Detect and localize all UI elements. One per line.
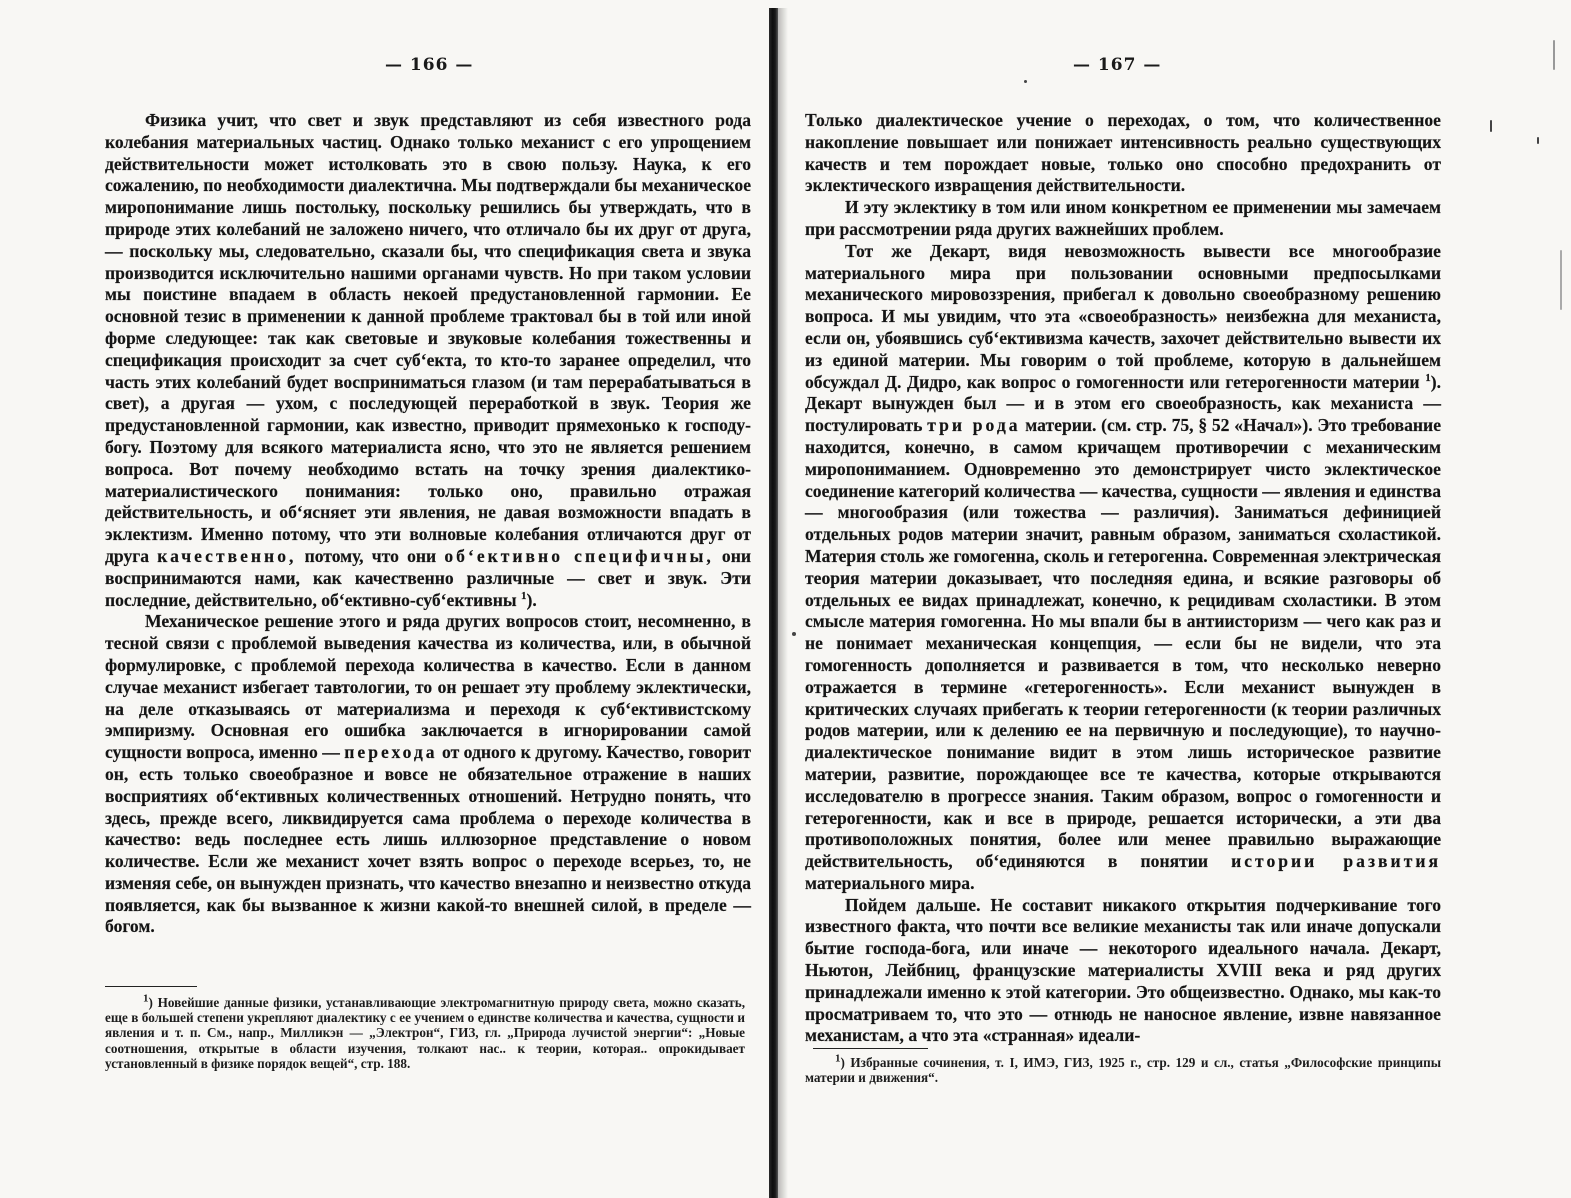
page-number: — 166 — [385,55,474,75]
paragraph-text: от одного к другому. Качество, говорит он, есть только своеобразное и вовсе не обязательное отражение в наших восприятиях об‘ективных количественных отношений. Нетрудно понять, что здесь, прежде всего, ликвидируется сама проблема о переходе количества в качество: ведь последнее есть лишь иллюзорное представление о новом количестве. Если же механист хочет взять вопрос о переходе всерьез, то, не изменяя себе, он вынужден признать, что качество внезапно и неизвестно откуда появляется, как бы вызванное к жизни какой-то внешней силой, в пределе — богом. [105,742,752,937]
paragraph-text: И эту эклектику в том или ином конкретном ее применении мы замечаем при рассмотрении ряда других важнейших проблем. [805,197,1441,239]
emphasis-spaced: об‘ективно специфичны, [444,545,714,566]
footnote [805,1052,1441,1086]
emphasis-spaced: перехода [344,742,438,763]
paragraph [105,611,751,938]
scan-speck [1560,250,1562,310]
paragraph-text: ). Декарт вынужден был — и в этом его своеобразность, как механиста — постулировать [805,371,1441,436]
paragraph-text: Тот же Декарт, видя невозможность вывести все многообразие материального мира при пользовании основными предпосылками механического мировоззрения, прибегал к довольно своеобразному решению вопроса. И мы увидим, что эта «своеобразность» неизбежна для механиста, если он, убоявшись суб‘ективизма качеств, захочет действительно вывести их из единой материи. Мы говорим о той проблеме, которую в дальнейшем обсуждал Д. Дидро, как вопрос о гомогенности или гетерогенности материи [805,240,1441,392]
scan-speck [1537,137,1539,144]
gutter-shadow [778,8,788,1198]
paragraph-text: материи. (см. стр. 75, § 52 «Начал»). Это требование находится, конечно, в самом кричащем противоречии с механическим миропониманием. Одновременно это демонстрирует чисто эклектическое соединение категорий количества — качества, сущности — явления и единства — многообразия (или тожества — различия). Заниматься дефиницией отдельных родов материи значит, равным образом, заниматься схоластикой. Материя столь же гомогенна, сколь и гетерогенна. Современная электрическая теория материи доказывает, что последняя едина, и всякие разговоры об отдельных ее видах принадлежат, конечно, к рецидивам схоластики. В этом смысле материя гомогенна. Но мы впали бы в антиисторизм — чего как раз и не понимает механическая концепция, — если бы не видели, что эта гомогенность дополняется и развивается в том, что несколько неверно отражается в термине «гетерогенность». Если механист вынужден в критических случаях прибегать к теории гетерогенности (к теории различных родов материи, или к делению ее на первичную и последующие), то научно-диалектическое понимание видит в этом лишь историческое развитие материи, развитие, порождающее все те качества, которые открываются исследователю в прогрессе знания. Таким образом, вопрос о гомогенности и гетерогенности, как и все в природе, решается исторически, а эти два противоположных понятия, более или менее правильно выражающие действительность, об‘единяются в понятии [805,415,1442,872]
footnote-rule [813,1048,928,1049]
left-page [0,0,768,1198]
emphasis-spaced: качественно, [157,545,297,566]
footnote-mark: 1 [143,992,149,1005]
paragraph [805,241,1441,895]
scan-speck [1490,120,1492,132]
book-gutter [769,8,778,1198]
page-number: — 167 — [1073,55,1162,75]
emphasis-spaced: истории развития [1231,851,1441,872]
footnote-rule [105,986,197,987]
paragraph-text: Механическое решение этого и ряда других вопросов стоит, несомненно, в тесной связи с проблемой выведения качества из количества, или, в обычной формулировке, с проблемой перехода количества в качество. Если в данном случае механист избегает тавтологии, то он решает эту проблему эклектически, на деле отказываясь от материализма и переходя к суб‘ективистскому эмпиризму. Основная его ошибка заключается в игнорировании самой сущности вопроса, именно — [105,611,751,763]
footnote-text: ) Избранные сочинения, т. I, ИМЭ, ГИЗ, 1925 г., стр. 129 и сл., статья „Философские принципы материи и движения“. [805,1055,1441,1086]
page-body [105,110,751,938]
emphasis-spaced: три рода [927,415,1021,436]
right-page [788,0,1571,1198]
paragraph-text: Физика учит, что свет и звук представляют из себя известного рода колебания материальных частиц. Однако только механист с его упрощением действительности может истолковать это в свою пользу. Наука, к его сожалению, по необходимости диалектична. Мы подтверждали бы механическое миропонимание лишь постольку, поскольку решились бы утверждать, что в природе этих колебаний не заложено ничего, что отличало бы их друг от друга, — поскольку мы, следовательно, сказали бы, что спецификация света и звука производится исключительно нашими органами чувств. Но при таком условии мы поистине впадаем в область некоей предустановленной гармонии. Ее основной тезис в применении к данной проблеме трактовал бы в той или иной форме следующее: так как световые и звуковые колебания тожественны и спецификация происходит за счет суб‘екта, то кто-то заранее определил, что часть этих колебаний будет восприниматься глазом (и там перерабатываться в свет), а другая — ухом, с последующей переработкой в звук. Теория же предустановленной гармонии, как известно, приводит прямехонько к господу-богу. Поэтому для всякого материалиста ясно, что это не является решением вопроса. Вот почему необходимо встать на точку зрения диалектико-материалистического понимания: только оно, правильно отражая действительность, и об‘ясняет эти явления, не давая возможности впадать в эклектизм. Именно потому, что эти волновые колебания отличаются друг от друга [105,110,751,566]
footnote-mark: 1 [835,1052,841,1065]
paragraph-text: материального мира. [805,872,975,893]
paragraph [805,110,1441,197]
paragraph-text: ). [526,589,537,610]
footnote-mark: 1 [1425,371,1431,384]
paragraph-text: Только диалектическое учение о переходах, о том, что количественное накопление повышает или понижает интенсивность реально существующих качеств и тем порождает новые, только оно способно предохранить от эклектического извращения действительности. [805,110,1441,196]
paragraph [105,110,751,611]
paragraph-text: потому, что они [304,545,437,566]
page-body [805,110,1441,1047]
paragraph [805,895,1441,1048]
paragraph-text: они воспринимаются нами, как качественно различные — свет и звук. Эти последние, действительно, об‘ективно-суб‘ективны [105,545,751,610]
paragraph [805,197,1441,241]
footnote [105,992,745,1071]
scan-speck [792,632,796,636]
paragraph-text: Пойдем дальше. Не составит никакого открытия подчеркивание того известного факта, что почти все великие механисты так или иначе допускали бытие господа-бога, или иначе — некоторого идеального начала. Декарт, Ньютон, Лейбниц, французские материалисты XVIII века и ряд других принадлежали именно к этой категории. Это общеизвестно. Однако, мы как-то просматриваем то, что это — отнюдь не наносное явление, извне навязанное механистам, а что эта «странная» идеали- [805,894,1441,1046]
footnote-mark: 1 [521,589,527,602]
scan-speck [1553,40,1555,70]
scan-speck [1024,80,1027,83]
footnote-text: ) Новейшие данные физики, устанавливающие электромагнитную природу света, можно сказать, еще в большей степени укрепляют диалектику с ее учением о единстве количества и качества, сущности и явления и т. п. См., напр., Милликэн — „Электрон“, ГИЗ, гл. „Природа лучистой энергии“: „Новые соотношения, открытые в области изучения, толкают нас.. к теории, которая.. опрокидывает установленный в физике порядок вещей“, стр. 188. [105,995,745,1071]
